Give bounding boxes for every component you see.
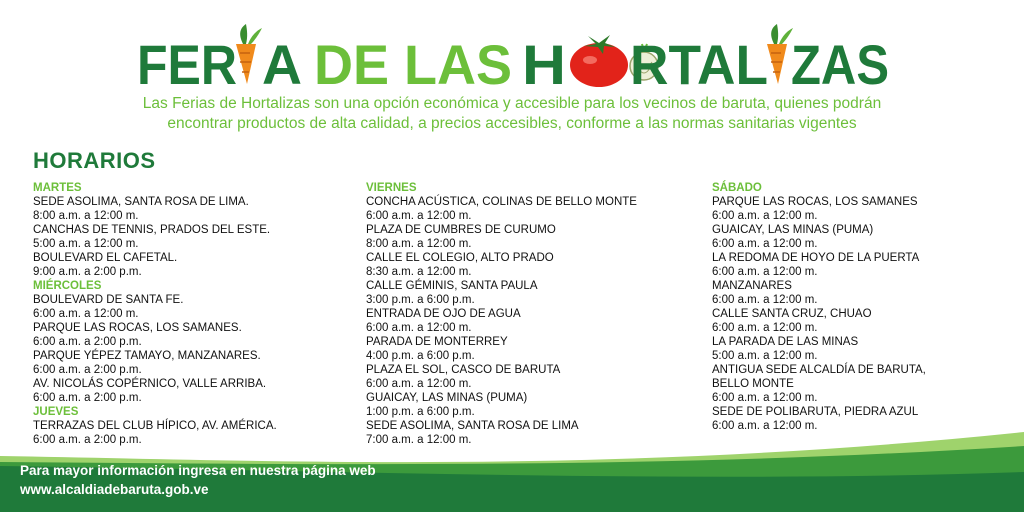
schedule-line: ENTRADA DE OJO DE AGUA [366,308,521,320]
day-heading: VIERNES [366,182,417,194]
schedule-line: 6:00 a.m. a 12:00 m. [366,322,472,334]
schedule-line: CANCHAS DE TENNIS, PRADOS DEL ESTE. [33,224,271,236]
schedule-line: PARQUE LAS ROCAS, LOS SAMANES. [33,322,242,334]
schedule-line: 6:00 a.m. a 12:00 m. [712,294,818,306]
schedule-line: 6:00 a.m. a 12:00 m. [712,392,818,404]
day-heading: MIÉRCOLES [33,280,102,292]
schedule-line: BOULEVARD DE SANTA FE. [33,294,184,306]
title-fer: FER [137,33,237,88]
schedule-line: 6:00 a.m. a 12:00 m. [712,322,818,334]
day-heading: SÁBADO [712,182,762,194]
title-zas: ZAS [791,33,889,88]
subtitle [0,94,1024,134]
tomato-icon [570,35,628,87]
schedule-line: SEDE ASOLIMA, SANTA ROSA DE LIMA. [33,196,249,208]
schedule-column-3 [712,181,1012,433]
page-title [0,22,1024,88]
schedule-line: SEDE DE POLIBARUTA, PIEDRA AZUL [712,406,919,418]
subtitle-line: Las Ferias de Hortalizas son una opción económica y accesible para los vecinos de baruta, quienes podrán [142,95,882,112]
schedule-line: CALLE SANTA CRUZ, CHUAO [712,308,872,320]
schedule-line: PARADA DE MONTERREY [366,336,508,348]
website-link[interactable]: www.alcaldiadebaruta.gob.ve [20,482,209,497]
schedule-line: SEDE ASOLIMA, SANTA ROSA DE LIMA [366,420,579,432]
schedule-line: 3:00 p.m. a 6:00 p.m. [366,294,475,306]
schedule-line: CALLE GÉMINIS, SANTA PAULA [366,280,538,292]
schedule-line: PARQUE LAS ROCAS, LOS SAMANES [712,196,918,208]
schedule-line: 4:00 p.m. a 6:00 p.m. [366,350,475,362]
schedule-line: ANTIGUA SEDE ALCALDÍA DE BARUTA, [712,364,926,376]
carrot-icon [236,24,262,84]
schedule-line: PARQUE YÉPEZ TAMAYO, MANZANARES. [33,350,261,362]
schedule-line: 6:00 a.m. a 12:00 m. [33,308,139,320]
schedule-column-2 [366,181,666,447]
schedule-line: 6:00 a.m. a 12:00 m. [366,210,472,222]
schedule-line: BELLO MONTE [712,378,794,390]
schedule-line: GUAICAY, LAS MINAS (PUMA) [712,224,874,236]
schedule-line: 5:00 a.m. a 12:00 m. [33,238,139,250]
schedule-line: 6:00 a.m. a 12:00 m. [712,266,818,278]
schedule-line: LA REDOMA DE HOYO DE LA PUERTA [712,252,920,264]
schedule-line: 6:00 a.m. a 2:00 p.m. [33,336,142,348]
title-h: H [522,33,566,88]
day-heading: MARTES [33,182,82,194]
title-de-las: DE LAS [314,33,512,88]
carrot-icon [767,24,793,84]
schedule-line: TERRAZAS DEL CLUB HÍPICO, AV. AMÉRICA. [33,420,277,432]
schedule-line: 1:00 p.m. a 6:00 p.m. [366,406,475,418]
schedule-line: 6:00 a.m. a 12:00 m. [712,210,818,222]
schedule-line: LA PARADA DE LAS MINAS [712,336,859,348]
schedule-line: 7:00 a.m. a 12:00 m. [366,434,472,446]
schedule-column-1 [33,181,333,447]
schedule-line: 9:00 a.m. a 2:00 p.m. [33,266,142,278]
schedule-line: 6:00 a.m. a 2:00 p.m. [33,392,142,404]
day-heading: JUEVES [33,406,79,418]
subtitle-line: encontrar productos de alta calidad, a precios accesibles, conforme a las normas sanitarias vigentes [167,115,857,132]
schedule-line: 8:00 a.m. a 12:00 m. [33,210,139,222]
footer-info-text: Para mayor información ingresa en nuestra página web [20,463,376,478]
schedule-line: CALLE EL COLEGIO, ALTO PRADO [366,252,554,264]
schedule-line: PLAZA EL SOL, CASCO DE BARUTA [366,364,561,376]
schedule-line: 5:00 a.m. a 12:00 m. [712,350,818,362]
schedule-line: BOULEVARD EL CAFETAL. [33,252,178,264]
schedule-line: 6:00 a.m. a 12:00 m. [712,420,818,432]
schedule-line: 6:00 a.m. a 2:00 p.m. [33,434,142,446]
schedule-line: AV. NICOLÁS COPÉRNICO, VALLE ARRIBA. [33,378,267,390]
schedule-line: 8:30 a.m. a 12:00 m. [366,266,472,278]
schedule-line: CONCHA ACÚSTICA, COLINAS DE BELLO MONTE [366,196,637,208]
schedule-line: GUAICAY, LAS MINAS (PUMA) [366,392,528,404]
title-rtal: RTAL [630,33,768,88]
schedule-line: 6:00 a.m. a 12:00 m. [366,378,472,390]
schedule-line: 6:00 a.m. a 12:00 m. [712,238,818,250]
schedule-line: 8:00 a.m. a 12:00 m. [366,238,472,250]
horarios-heading: HORARIOS [33,148,156,173]
schedule-line: PLAZA DE CUMBRES DE CURUMO [366,224,556,236]
title-a: A [262,33,302,88]
schedule-line: MANZANARES [712,280,792,292]
schedule-line: 6:00 a.m. a 2:00 p.m. [33,364,142,376]
